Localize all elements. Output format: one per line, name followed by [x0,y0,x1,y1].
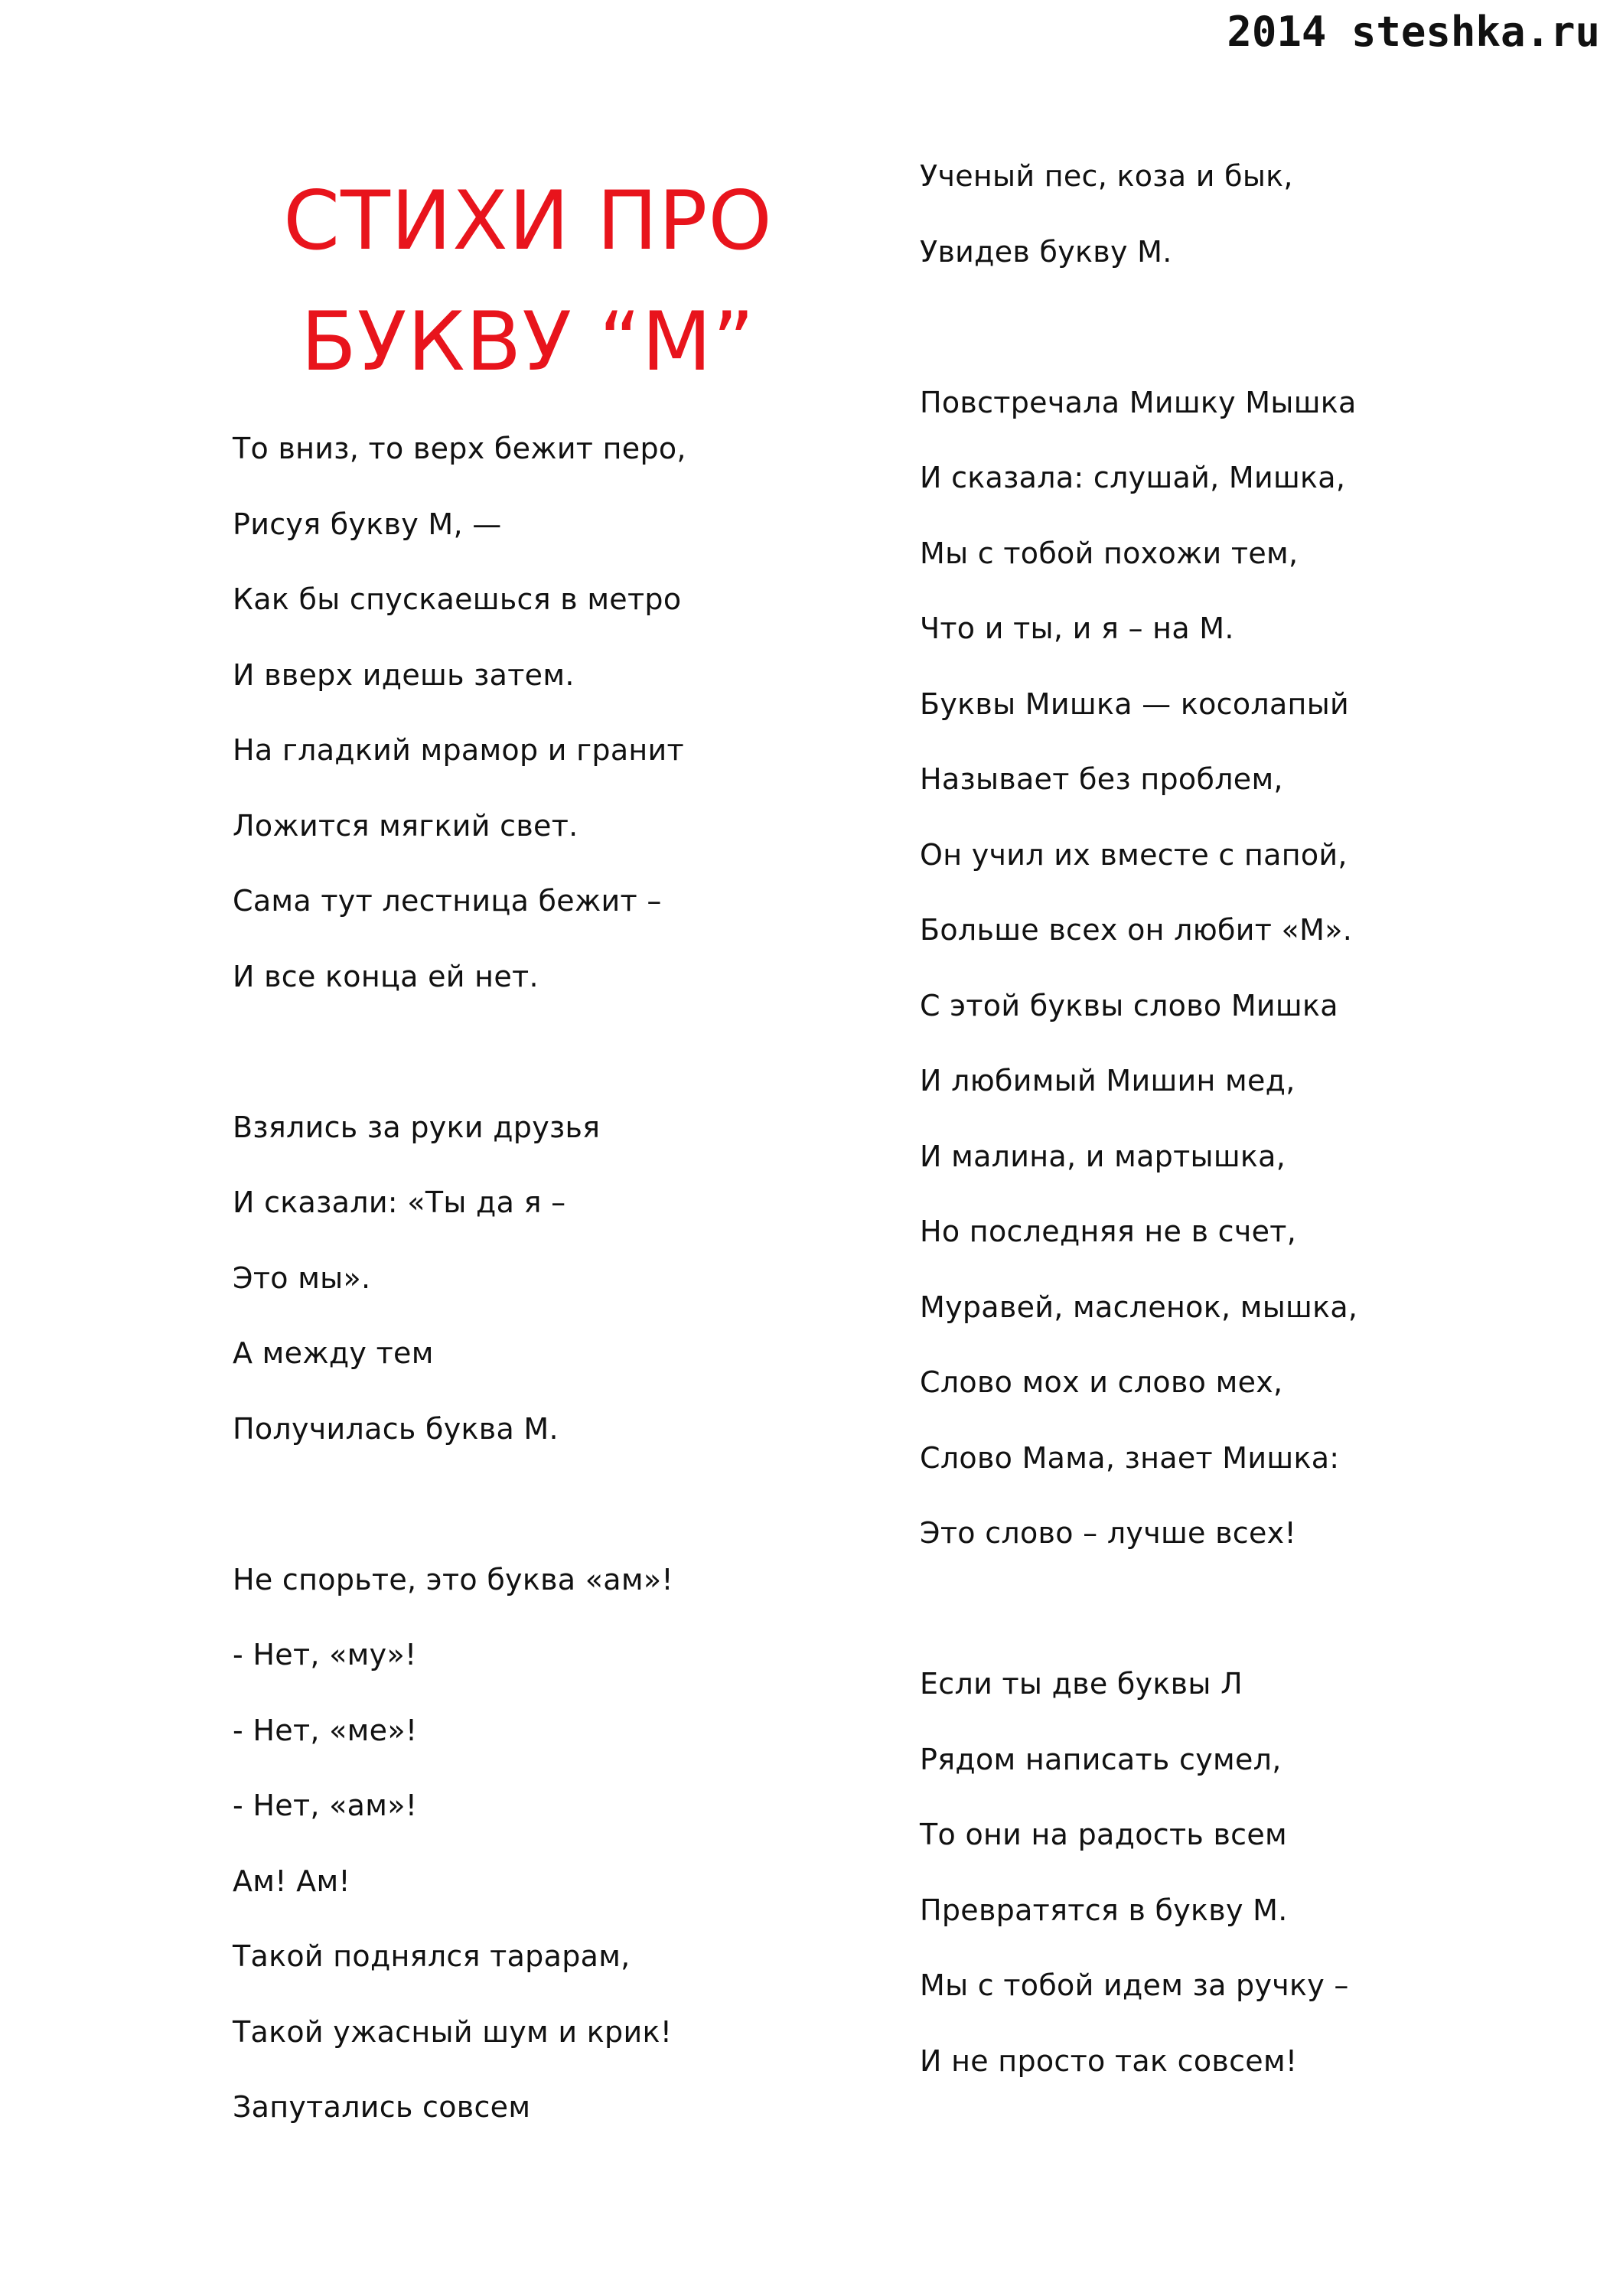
poem-line: Мы с тобой идем за ручку – [920,1968,1349,2002]
poem-line: - Нет, «ме»! [233,1713,418,1747]
poem-line: И вверх идешь затем. [233,657,575,692]
poem-line: Взялись за руки друзья [233,1110,601,1144]
poem-line: Больше всех он любит «М». [920,913,1353,947]
site-header: 2014 steshka.ru [1227,8,1600,56]
poem-line: Повстречала Мишку Мышка [920,385,1357,419]
poem-line: Но последняя не в счет, [920,1215,1297,1248]
poem-line: То вниз, то верх бежит перо, [233,432,686,465]
title-line-1: СТИХИ ПРО [283,174,773,268]
poem-line: Буквы Мишка — косолапый [920,687,1349,721]
poem-line: Муравей, масленок, мышка, [920,1290,1358,1324]
title-line-2: БУКВУ “М” [301,295,755,389]
poem-line: И все конца ей нет. [233,959,539,993]
poem-line: Не спорьте, это буква «ам»! [233,1562,673,1596]
poem-line: Что и ты, и я – на М. [920,612,1234,645]
poem-line: Получилась буква М. [233,1411,559,1446]
poem-line: Это слово – лучше всех! [920,1516,1296,1550]
poem-line: И не просто так совсем! [920,2043,1298,2078]
poem-line: На гладкий мрамор и гранит [233,733,684,767]
poem-line: - Нет, «ам»! [233,1789,418,1822]
stanza-break [233,1030,860,1106]
poem-line: Такой ужасный шум и крик! [233,2014,673,2049]
poem-line: Мы с тобой похожи тем, [920,536,1299,570]
poem-line: А между тем [233,1336,434,1370]
poem-line: Рисуя букву М, — [233,507,502,541]
poem-line: И сказала: слушай, Мишка, [920,461,1346,494]
stanza-break [920,1587,1608,1663]
poem-line: Слово Мама, знает Мишка: [920,1440,1340,1475]
poem-line: Рядом написать сумел, [920,1742,1282,1776]
poem-line: И сказали: «Ты да я – [233,1186,566,1219]
poem-line: Ложится мягкий свет. [233,808,578,843]
poem-line: Слово мох и слово мех, [920,1365,1283,1399]
poem-line: И любимый Мишин мед, [920,1064,1295,1097]
poem-line: Увидев букву М. [920,234,1172,269]
poem-line: Это мы». [233,1261,371,1295]
poem-line: Называет без проблем, [920,762,1283,796]
poem-column-right [920,155,1608,2115]
stanza-break [233,1482,860,1558]
poem-line: Превратятся в букву М. [920,1893,1288,1927]
poem-line: И малина, и мартышка, [920,1139,1286,1173]
poem-line: С этой буквы слово Мишка [920,988,1338,1022]
poem-column-left [233,427,860,2161]
poem-line: Запутались совсем [233,2090,531,2124]
poem-line: Такой поднялся тарарам, [233,1939,631,1973]
poem-line: Сама тут лестница бежит – [233,884,662,918]
poem-line: Как бы спускаешься в метро [233,582,682,616]
poem-line: Ам! Ам! [233,1864,350,1898]
poem-line: Он учил их вместе с папой, [920,837,1348,872]
poem-line: - Нет, «му»! [233,1638,417,1671]
poem-line: То они на радость всем [920,1818,1287,1851]
page-title [207,161,849,403]
poem-line: Если ты две буквы Л [920,1667,1243,1701]
poem-line: Ученый пес, коза и бык, [920,159,1293,193]
stanza-break [920,305,1608,381]
